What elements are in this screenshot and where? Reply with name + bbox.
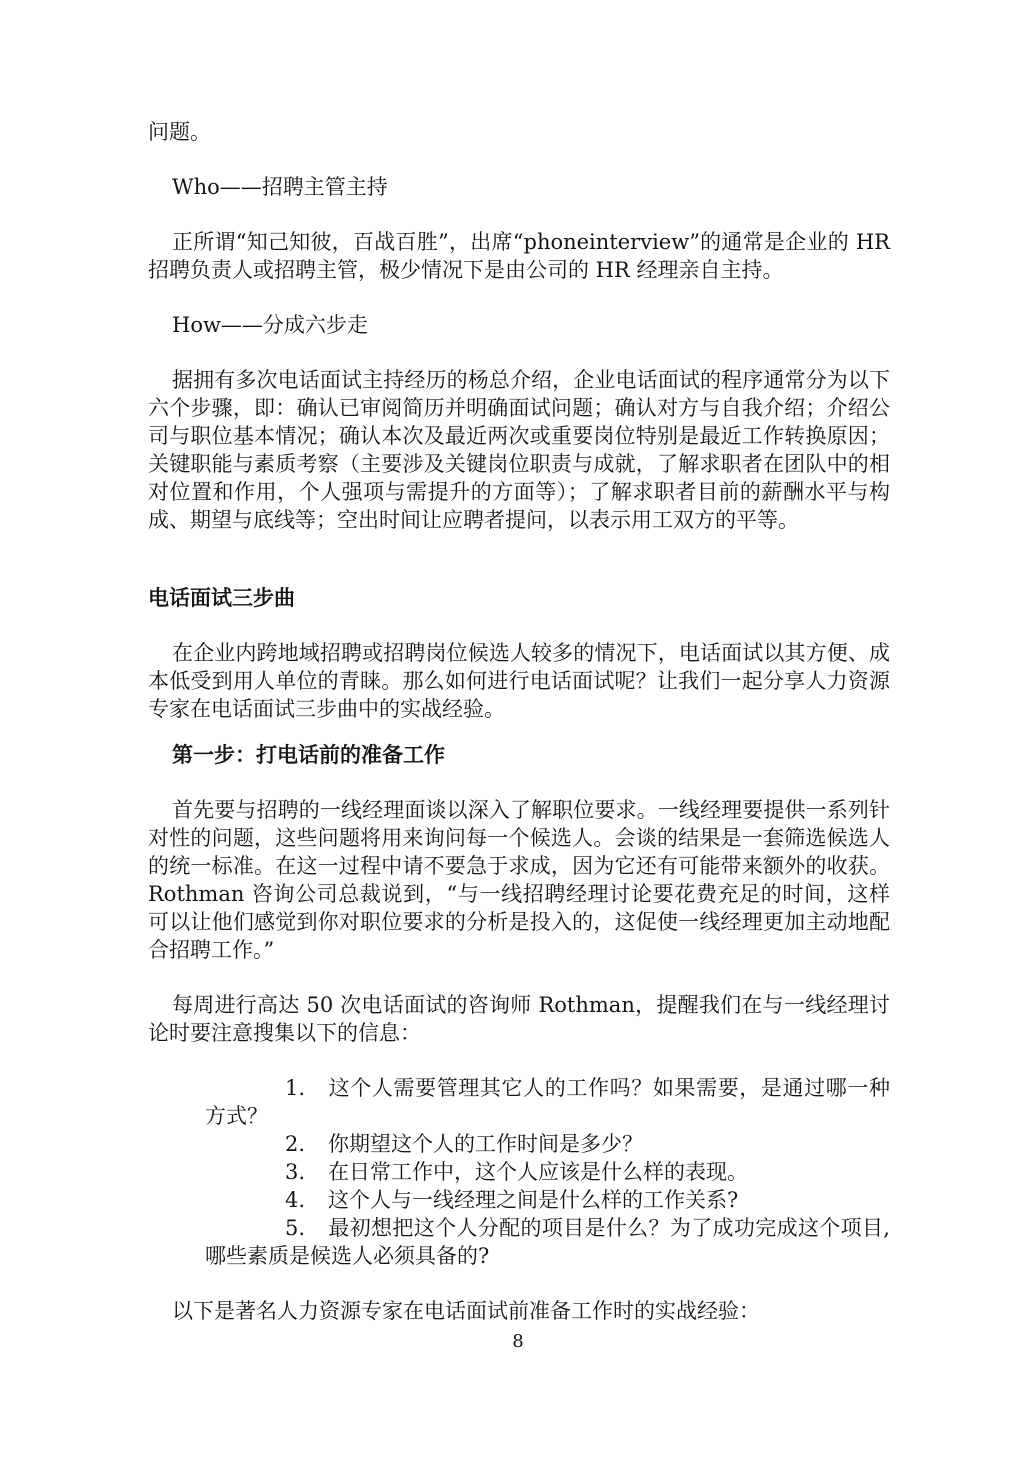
list-item-text: 在日常工作中，这个人应该是什么样的表现。 xyxy=(328,1160,748,1184)
step1-heading: 第一步：打电话前的准备工作 xyxy=(172,743,445,767)
section-heading-phone-interview-three-steps: 电话面试三步曲 xyxy=(148,586,295,610)
continuation-paragraph: 问题。 xyxy=(148,120,211,144)
list-item xyxy=(205,1074,890,1130)
list-item-number: 5. xyxy=(285,1216,306,1240)
six-steps-paragraph: 据拥有多次电话面试主持经历的杨总介绍，企业电话面试的程序通常分为以下六个步骤，即：确认已审阅简历并明确面试问题；确认对方与自我介绍；介绍公司与职位基本情况；确认本次及最近两次或重要岗位特别是最近工作转换原因；关键职能与素质考察（主要涉及关键岗位职责与成就，了解求职者在团队中的相对位置和作用，个人强项与需提升的方面等）；了解求职者目前的薪酬水平与构成、期望与底线等；空出时间让应聘者提问，以表示用工双方的平等。 xyxy=(148,368,890,532)
list-item xyxy=(205,1186,890,1214)
step1-paragraph: 首先要与招聘的一线经理面谈以深入了解职位要求。一线经理要提供一系列针对性的问题，这些问题将用来询问每一个候选人。会谈的结果是一套筛选候选人的统一标准。在这一过程中请不要急于求成，因为它还有可能带来额外的收获。Rothman 咨询公司总裁说到，“与一线招聘经理讨论要花费充足的时间，这样可以让他们感觉到你对职位要求的分析是投入的，这促使一线经理更加主动地配合招聘工作。” xyxy=(148,798,890,962)
list-item-number: 1. xyxy=(285,1076,306,1100)
list-item-text: 这个人与一线经理之间是什么样的工作关系? xyxy=(328,1188,739,1212)
closing-paragraph: 以下是著名人力资源专家在电话面试前准备工作时的实战经验： xyxy=(172,1299,760,1323)
who-paragraph: 正所谓“知己知彼，百战百胜”，出席“phoneinterview”的通常是企业的 HR 招聘负责人或招聘主管，极少情况下是由公司的 HR 经理亲自主持。 xyxy=(148,230,890,282)
list-item-number: 3. xyxy=(285,1160,306,1184)
list-item-number: 4. xyxy=(285,1188,306,1212)
page-number: 8 xyxy=(512,1331,524,1352)
list-item-text: 你期望这个人的工作时间是多少？ xyxy=(328,1132,643,1156)
intro-paragraph: 在企业内跨地域招聘或招聘岗位候选人较多的情况下，电话面试以其方便、成本低受到用人单位的青睐。那么如何进行电话面试呢？让我们一起分享人力资源专家在电话面试三步曲中的实战经验。 xyxy=(148,641,890,721)
who-line: Who——招聘主管主持 xyxy=(172,175,388,199)
how-line: How——分成六步走 xyxy=(172,313,368,337)
question-list xyxy=(205,1074,890,1270)
list-item xyxy=(205,1158,890,1186)
list-item xyxy=(205,1130,890,1158)
list-item-text: 最初想把这个人分配的项目是什么？为了成功完成这个项目,哪些素质是候选人必须具备的? xyxy=(205,1216,890,1268)
list-item-text: 这个人需要管理其它人的工作吗？如果需要，是通过哪一种方式？ xyxy=(205,1076,890,1128)
list-item-number: 2. xyxy=(285,1132,306,1156)
list-item xyxy=(205,1214,890,1270)
rothman-paragraph: 每周进行高达 50 次电话面试的咨询师 Rothman，提醒我们在与一线经理讨论时要注意搜集以下的信息： xyxy=(148,993,890,1045)
